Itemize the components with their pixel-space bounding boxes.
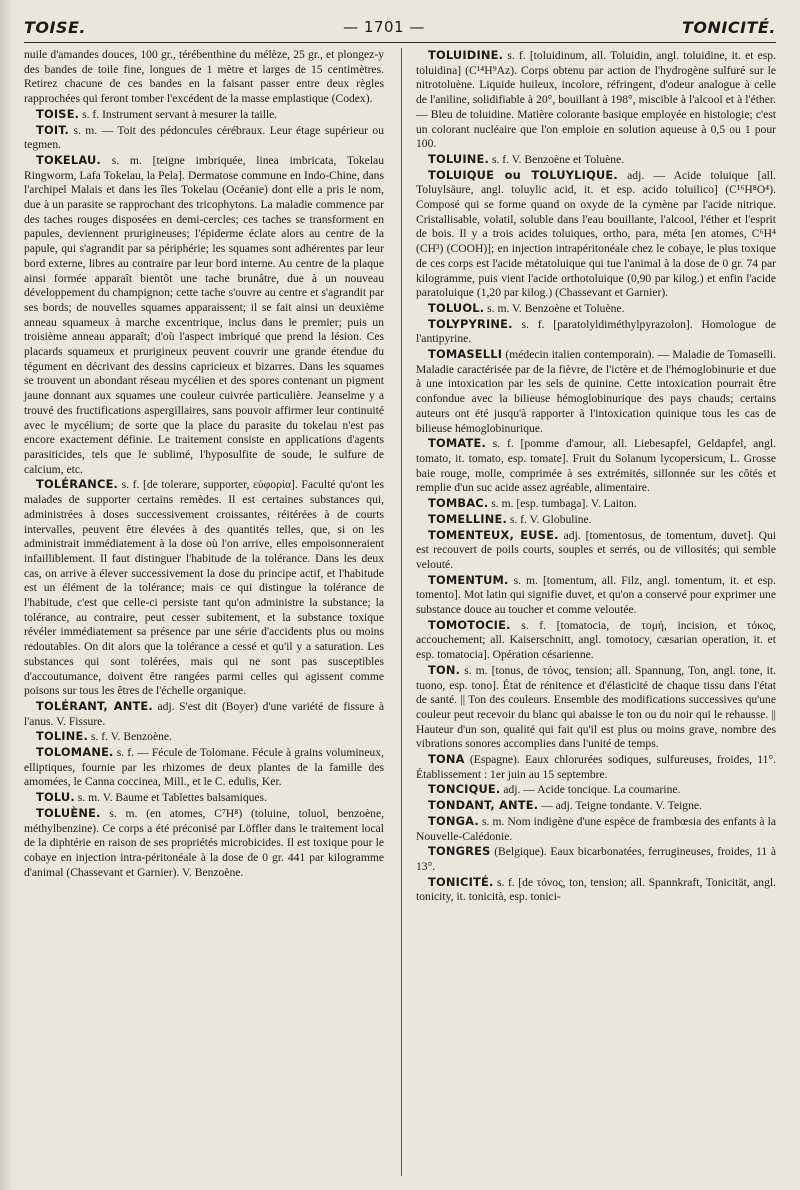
dictionary-entry [416,347,776,436]
entry-headword: TONCIQUE. [428,782,501,797]
entry-headword: TOLÉRANCE. [36,477,119,492]
page-number: — 1701 — [343,18,425,36]
entry-text: — adj. Teigne tondante. V. Teigne. [541,799,702,813]
entry-text: s. m. [teigne imbriquée, linea imbricata, Tokelau Ringworm, Lafa Tokelau, la Pela]. Dermatose commune en Indo-Chine, dans l'archipel Malais et dans les îles Tokelau (Océanie) dont elle a pris le nom, due à un parasite se rapprochant des tricophytons. La maladie commence par des taches rouges disposées en demi-cercles; ces taches se transforment en papules, deviennent prurigineuses; l'épiderme éclate alors au centre de la papule, qui s'agrandit par sa périphérie; les squames sont adhérentes par leur bord externe, libres au contraire par leur bord interne. Au centre de la plaque ainsi formée apparaît bientôt une tache brunâtre, due à un nouveau développement du champignon; cette tache s'ouvre au centre et s'agrandit par ses bords; de nouvelles squames apparaissent; il se fait ainsi un deuxième anneau squameux à marche excentrique, inclus dans le premier; puis un troisième anneau apparaît; d'où l'aspect imbriqué que prend la lésion. Ces placards squameux et prurigineux peuvent couvrir une grande étendue du tégument en décrivant des dessins capricieux et bizarres. Dans les squames se trouvent un abondant réseau mycélien et des spores contenant un pigment jaune donnant aux squames une couleur cuivrée particulière. Jeanselme y a trouvé des fructifications aspergillaires, sans pouvoir affirmer leur continuité avec le mycélium; de sorte que la place du parasite du tokelau n'est pas encore exactement définie. Le traitement consiste en applications d'agents parasiticides, tels que le sublimé, l'hyposulfite de soude, le sulfure de calcium, etc. [24,153,384,476]
entry-text: s. f. V. Benzoène et Toluène. [491,152,625,166]
entry-headword: TOLUOL. [428,300,485,315]
dictionary-entry [416,512,776,528]
dictionary-entry [24,153,384,477]
entry-text: s. f. [de τόνος, ton, tension; all. Spannkraft, Tonicität, angl. tonicity, it. tonicità, esp. tonici- [416,875,776,904]
entry-text: s. m. V. Benzoène et Toluène. [487,301,625,315]
dictionary-entry [24,48,384,107]
entry-text: (médecin italien contemporain). — Maladie de Tomaselli. Maladie caractérisée par de la fièvre, de l'ictère et de l'hémoglobinurie et due à une intoxication par les sels de quinine. Cette intoxication pourrait être confondue avec la bilieuse hémoglobinurique des pays chauds; certains auteurs ont été jusqu'à rapporter à l'intoxication quinique tous les cas de bilieuse hémoglobinurique. [416,348,776,435]
entry-headword: TOLUINE. [428,151,490,166]
entry-text: s. m. (en atomes, C⁷H⁸) (toluine, toluol, benzoène, méthylbenzine). Ce corps a été préconisé par Löffler dans le traitement local de la diphtérie en raison de ses propriétés microbicides. Il est toxique pour le cobaye en injection intra-péritonéale à la dose de 0 gr. 441 par kilogramme d'animal (Chassevant et Garnier). V. Benzoène. [24,806,384,879]
entry-text: s. f. — Fécule de Tolomane. Fécule à grains volumineux, elliptiques, fournie par les rhizomes de deux plantes de la famille des amomées, le Canna coccinea, Mill., et le C. edulis, Ker. [24,746,384,789]
entry-headword: TOLUÈNE. [36,805,101,820]
dictionary-entry [24,123,384,153]
entry-headword: TOLYPYRINE. [428,316,513,331]
header-right-title: TONICITÉ. [682,17,776,37]
dictionary-entry [416,152,776,168]
dictionary-entry [416,782,776,798]
entry-headword: TOLÉRANT, ANTE. [36,698,153,713]
dictionary-entry [416,875,776,905]
header-rule [24,42,776,43]
entry-text: s. f. V. Globuline. [509,512,592,526]
dictionary-entry [24,699,384,729]
entry-text: s. m. — Toit des pédoncules cérébraux. Leur étage supérieur ou tegmen. [24,123,384,152]
dictionary-entry [24,107,384,123]
entry-text: s. f. [de tolerare, supporter, εὐφορία]. Faculté qu'ont les malades de supporter certains remèdes. Il est certaines substances qui, administrées à doses successivement croissantes, réitérées à de courts intervalles, peuvent être élevées à des quantités telles, que, si on les administrait immédiatement à la dose où l'on arrive, elles empoisonneraient infailliblement. Il faut distinguer l'habitude de la tolérance. Dans les deux cas, on arrive à élever successivement la dose du principe actif, et l'habitude est un élément de la tolérance; mais ce qui distingue la tolérance de l'habitude, c'est que celle-ci persiste tant qu'on administre la substance; la tolérance, au contraire, peut cesser subitement, et la substance toxique révéler immédiatement sa présence par une série d'accidents plus ou moins redoutables. On dit alors que la tolérance a cessé et qu'il y a saturation. Les substances qui sont tolérées, mais qui ne sont pas susceptibles d'accoutumance, doivent être rangées parmi celles qui agissent comme poisons sur tous les êtres de l'échelle organique. [24,478,385,698]
left-column [24,48,384,880]
entry-text: (Belgique). Eaux bicarbonatées, ferrugineuses, froides, 11 à 13°. [416,845,776,873]
entry-text: s. m. [tomentum, all. Filz, angl. tomentum, it. et esp. tomento]. Mot latin qui signifie duvet, et qu'on a conservé pour exprimer une substance douce au toucher et comme veloutée. [416,573,776,617]
dictionary-entry [416,663,776,752]
entry-text: adj. — Acide toncique. La coumarine. [503,783,681,797]
dictionary-entry [416,814,776,844]
entry-headword: TOMASELLI [428,347,503,362]
right-column [416,48,776,905]
entry-text: adj. [tomentosus, de tomentum, duvet]. Qui est recouvert de poils courts, souples et serrés, ou de villosités; qui semble velouté. [416,528,776,571]
dictionary-entry [416,573,776,618]
entry-headword: TOISE. [36,106,80,121]
dictionary-entry [24,790,384,806]
entry-headword: TOMENTEUX, EUSE. [428,527,559,542]
entry-headword: TONDANT, ANTE. [428,798,539,813]
entry-headword: TOLINE. [36,729,88,744]
entry-headword: TOLUIDINE. [428,48,504,62]
entry-headword: TOLOMANE. [36,745,114,760]
column-divider [401,48,402,1176]
entry-text: s. f. [tomatocia, de τομή, incision, et τόκος, accouchement; all. Kaiserschnitt, angl. tomotocy, cæsarian operation, it. et esp. tomatocia]. Opération césarienne. [416,618,776,662]
entry-text: s. f. V. Benzoène. [90,730,172,744]
dictionary-entry [416,436,776,496]
entry-headword: TONGRES [428,844,491,859]
entry-text: s. m. Nom indigène d'une espèce de frambœsia des enfants à la Nouvelle-Calédonie. [416,814,776,843]
entry-headword: TOMOTOCIE. [428,617,511,632]
page-edge-shadow [0,0,14,1190]
entry-headword: TONICITÉ. [428,874,494,889]
dictionary-entry [24,806,384,881]
dictionary-entry [416,496,776,512]
dictionary-entry [416,798,776,814]
entry-headword: TOMBAC. [428,496,489,511]
entry-headword: TONGA. [428,813,479,828]
entry-text: s. m. V. Baume et Tablettes balsamiques. [77,791,267,805]
dictionary-entry [416,844,776,874]
entry-headword: TOLUIQUE ou TOLUYLIQUE. [428,167,618,182]
dictionary-entry [24,729,384,745]
running-header [24,14,776,40]
entry-text: (Espagne). Eaux chlorurées sodiques, sulfureuses, froides, 11°. Établissement : 1er juin au 15 septembre. [416,753,776,781]
dictionary-entry [416,48,776,152]
dictionary-entry [416,301,776,317]
entry-headword: TOMATE. [428,436,486,451]
entry-headword: TOLU. [36,790,75,805]
entry-text: s. m. [tonus, de τόνος, tension; all. Spannung, Ton, angl. tone, it. tuono, esp. tono]. État de rénitence et d'élasticité de chaque tissu dans l'état de santé. || Ton des couleurs. Ensemble des modifications successives qu'une couleur peut recevoir du blanc qui abaisse le ton ou du noir qui le rehausse. || Hauteur d'un son, qualité qui fait qu'il est plus ou moins grave, nombre des vibrations sonores accomplies dans l'unité de temps. [416,663,776,751]
entry-text: adj. — Acide toluique [all. Toluylsäure, angl. toluylic acid, it. et esp. acido toluilico] (C¹⁶H⁸O⁴). Composé qui se forme quand on oxyde de la cymène par l'acide nitrique. Cristallisable, volatil, soluble dans l'eau bouillante, l'alcool, l'éther et l'esprit de bois. Il y a trois acides toluiques, ortho, para, méta [en atomes, C⁶H⁴ (CH³) (COOH)]; en injection intrapéritonéale chez le cobaye, le plus toxique de ces corps est l'acide métatoluique qui tue l'animal à la dose de 0 gr. 74 par kilogramme, puis vient l'acide orthotoluique (0,90 par kilog.) et enfin l'acide paratoluique (1,20 par kilog.) (Chassevant et Garnier). [416,168,777,300]
header-left-title: TOISE. [24,17,86,37]
entry-headword: TOMENTUM. [428,572,509,587]
entry-text: s. f. Instrument servant à mesurer la taille. [82,107,278,121]
entry-headword: TON. [428,662,461,677]
entry-headword: TOMELLINE. [428,511,507,526]
dictionary-entry [416,528,776,573]
dictionary-entry [416,317,776,347]
entry-headword: TOIT. [36,122,70,137]
dictionary-entry [416,752,776,782]
dictionary-entry [24,477,384,699]
entry-text: s. m. [esp. tumbaga]. V. Laiton. [491,497,637,511]
entry-headword: TONA [428,752,465,767]
entry-text: s. f. [paratolyldiméthylpyrazolon]. Homologue de l'antipyrine. [416,317,776,346]
dictionary-entry [24,745,384,790]
dictionary-entry [416,618,776,663]
entry-text: nuile d'amandes douces, 100 gr., térébenthine du mélèze, 25 gr., et plongez-y des bandes de toile fine, longues de 1 mètre et larges de 15 centimètres. Retirez chacune de ces bandes en la faisant passer entre deux règles rapprochées qui feront tomber l'excédent de la masse emplastique (Codex). [24,48,384,106]
dictionary-entry [416,168,776,301]
entry-text: s. f. [pomme d'amour, all. Liebesapfel, Geldapfel, angl. tomato, it. tomato, esp. tomate]. Fruit du Solanum lycopersicum, L. Grosse baie rouge, molle, comprimée à ses extrémités, sillonnée sur les côtés et remplie d'un suc acide assez agréable, alimentaire. [416,437,776,495]
entry-text: s. f. [toluidinum, all. Toluidin, angl. toluidine, it. et esp. toluidina] (C¹⁴H⁹Az). Corps obtenu par action de l'hydrogène sulfuré sur le nitrotoluène. Liquide huileux, incolore, réfringent, d'odeur analogue à celle de l'aniline, solidifiable à 20°, bouillant à 198°, miscible à l'alcool et à l'éther. — Bleu de toluidine. Matière colorante basique employée en histologie; c'est un colorant nucléaire que l'on emploie en solution aqueuse à 0,5 ou 1 pour 100. [416,49,776,151]
entry-headword: TOKELAU. [36,152,101,167]
entry-text: adj. S'est dit (Boyer) d'une variété de fissure à l'anus. V. Fissure. [24,699,385,728]
